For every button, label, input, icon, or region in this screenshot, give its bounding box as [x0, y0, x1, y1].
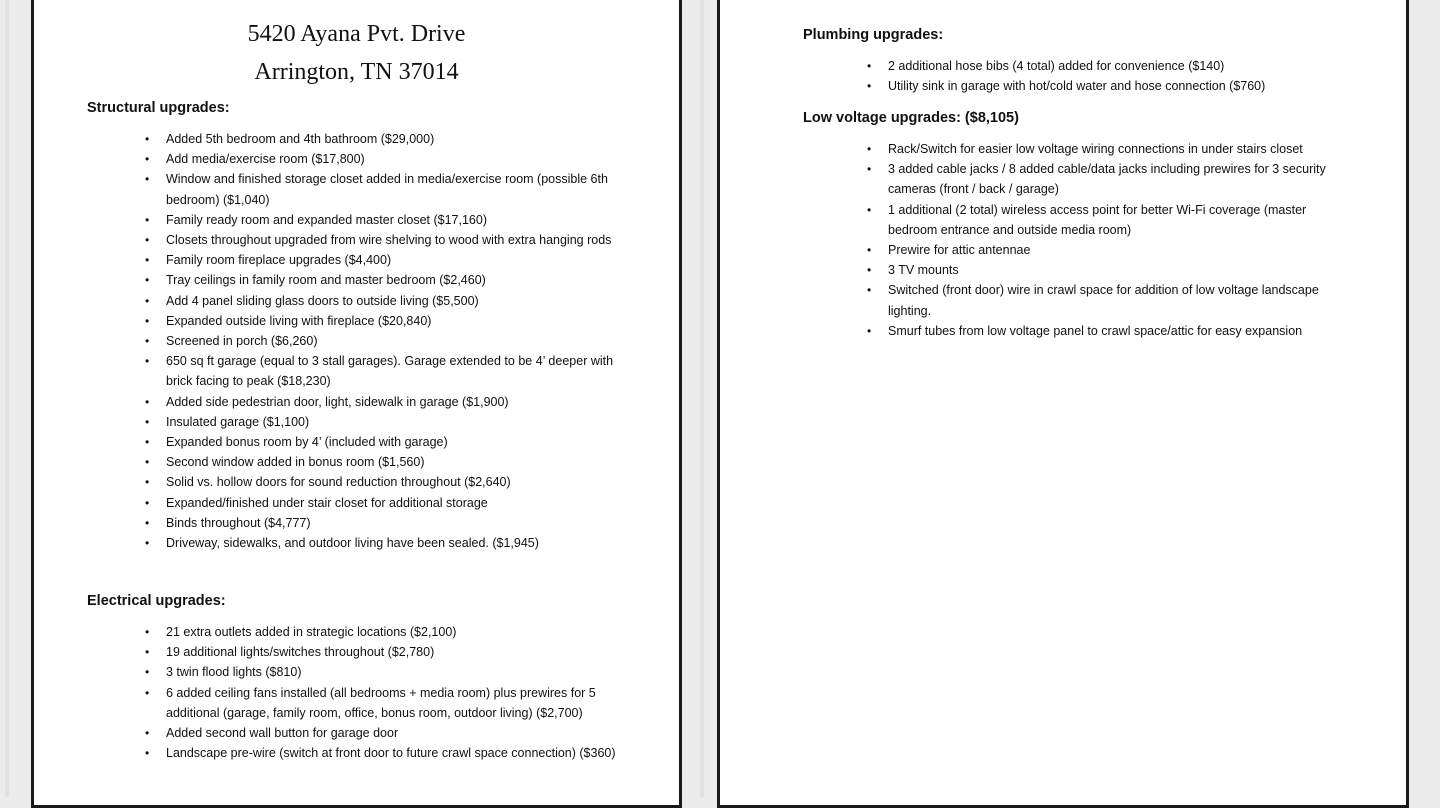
structural-upgrades-list: [144, 129, 614, 553]
list-item: [144, 743, 619, 763]
list-item: [866, 260, 1346, 280]
list-item: [866, 139, 1346, 159]
list-item-text: Screened in porch ($6,260): [166, 334, 318, 349]
list-item-text: 650 sq ft garage (equal to 3 stall garages). Garage extended to be 4’ deeper with brick facing to peak ($18,230): [166, 354, 614, 389]
bullet-icon: •: [867, 283, 872, 298]
bullet-icon: •: [145, 645, 150, 660]
list-item: [144, 642, 619, 662]
list-item-text: Binds throughout ($4,777): [166, 515, 311, 530]
address-line-1: 5420 Ayana Pvt. Drive: [247, 21, 466, 47]
bullet-icon: •: [145, 475, 150, 490]
bullet-icon: •: [145, 334, 150, 349]
list-item: [144, 472, 614, 492]
list-item-text: Utility sink in garage with hot/cold water and hose connection ($760): [888, 79, 1266, 94]
list-item: [144, 683, 619, 723]
electrical-upgrades-list: [144, 622, 619, 763]
list-item-text: Tray ceilings in family room and master bedroom ($2,460): [166, 273, 486, 288]
list-item-text: Add 4 panel sliding glass doors to outside living ($5,500): [166, 293, 479, 308]
bullet-icon: •: [145, 132, 150, 146]
bullet-icon: •: [867, 59, 872, 73]
list-item: [144, 622, 619, 642]
list-item: [144, 723, 619, 743]
list-item: [866, 200, 1346, 240]
list-item: [144, 210, 614, 230]
bullet-icon: •: [145, 354, 150, 369]
list-item: [144, 392, 614, 412]
list-item: [144, 432, 614, 452]
list-item-text: Added 5th bedroom and 4th bathroom ($29,000): [166, 132, 435, 146]
bullet-icon: •: [145, 233, 150, 248]
list-item: [144, 250, 614, 270]
viewer-gutter: [5, 0, 9, 797]
list-item: [866, 280, 1346, 320]
list-item-text: Solid vs. hollow doors for sound reduction throughout ($2,640): [166, 475, 511, 490]
bullet-icon: •: [145, 313, 150, 328]
list-item: [144, 533, 614, 553]
viewer-gutter: [700, 0, 704, 797]
list-item: [144, 412, 614, 432]
bullet-icon: •: [145, 515, 150, 530]
bullet-icon: •: [145, 394, 150, 409]
plumbing-upgrades-heading: Plumbing upgrades:: [803, 27, 944, 43]
list-item-text: 6 added ceiling fans installed (all bedrooms + media room) plus prewires for 5 additional (garage, family room, office, bonus room, outdoor living) ($2,700): [166, 685, 596, 720]
list-item: [144, 149, 614, 169]
document-page-2: [717, 0, 1409, 808]
list-item-text: Rack/Switch for easier low voltage wiring connections in under stairs closet: [888, 142, 1303, 156]
bullet-icon: •: [145, 152, 150, 167]
list-item: [866, 56, 1336, 76]
list-item: [144, 662, 619, 682]
list-item: [144, 452, 614, 472]
list-item-text: Smurf tubes from low voltage panel to crawl space/attic for easy expansion: [888, 323, 1303, 338]
list-item: [144, 331, 614, 351]
plumbing-upgrades-list: [866, 56, 1336, 96]
list-item: [144, 513, 614, 533]
bullet-icon: •: [867, 263, 872, 278]
bullet-icon: •: [145, 455, 150, 470]
list-item-text: 2 additional hose bibs (4 total) added for convenience ($140): [888, 59, 1225, 73]
list-item-text: Add media/exercise room ($17,800): [166, 152, 365, 167]
list-item-text: Closets throughout upgraded from wire shelving to wood with extra hanging rods: [166, 233, 612, 248]
list-item: [144, 169, 614, 209]
bullet-icon: •: [145, 172, 150, 187]
bullet-icon: •: [145, 273, 150, 288]
bullet-icon: •: [867, 79, 872, 94]
list-item-text: Added side pedestrian door, light, sidewalk in garage ($1,900): [166, 394, 509, 409]
list-item: [866, 76, 1336, 96]
list-item: [144, 493, 614, 513]
bullet-icon: •: [145, 293, 150, 308]
address-line-2: Arrington, TN 37014: [254, 59, 459, 85]
list-item-text: Window and finished storage closet added in media/exercise room (possible 6th bedroom) ($1,040): [166, 172, 608, 207]
list-item-text: Family ready room and expanded master closet ($17,160): [166, 212, 487, 227]
low-voltage-upgrades-heading: Low voltage upgrades: ($8,105): [803, 110, 1019, 126]
bullet-icon: •: [145, 625, 150, 639]
list-item-text: Expanded bonus room by 4’ (included with garage): [166, 435, 448, 450]
list-item: [144, 230, 614, 250]
structural-upgrades-heading: Structural upgrades:: [87, 100, 230, 116]
list-item-text: Landscape pre-wire (switch at front door to future crawl space connection) ($360): [166, 746, 616, 761]
bullet-icon: •: [145, 253, 150, 268]
list-item-text: Family room fireplace upgrades ($4,400): [166, 253, 392, 268]
electrical-upgrades-heading: Electrical upgrades:: [87, 593, 226, 609]
bullet-icon: •: [145, 685, 150, 700]
bullet-icon: •: [145, 212, 150, 227]
list-item: [866, 321, 1346, 341]
list-item-text: 3 twin flood lights ($810): [166, 665, 302, 680]
list-item: [144, 351, 614, 391]
list-item-text: Added second wall button for garage door: [166, 726, 399, 741]
low-voltage-upgrades-list: [866, 139, 1346, 341]
list-item-text: Expanded/finished under stair closet for additional storage: [166, 495, 488, 510]
list-item-text: Expanded outside living with fireplace ($20,840): [166, 313, 432, 328]
bullet-icon: •: [145, 726, 150, 741]
list-item: [866, 159, 1346, 199]
list-item-text: 21 extra outlets added in strategic locations ($2,100): [166, 625, 457, 639]
list-item-text: 3 TV mounts: [888, 263, 959, 278]
bullet-icon: •: [867, 243, 872, 258]
list-item-text: 19 additional lights/switches throughout ($2,780): [166, 645, 435, 660]
list-item-text: Insulated garage ($1,100): [166, 414, 310, 429]
list-item-text: Switched (front door) wire in crawl space for addition of low voltage landscape lighting.: [888, 283, 1319, 318]
bullet-icon: •: [145, 495, 150, 510]
bullet-icon: •: [867, 142, 872, 156]
bullet-icon: •: [145, 435, 150, 450]
list-item-text: Second window added in bonus room ($1,560): [166, 455, 425, 470]
bullet-icon: •: [145, 536, 150, 551]
bullet-icon: •: [145, 746, 150, 761]
list-item-text: Driveway, sidewalks, and outdoor living have been sealed. ($1,945): [166, 536, 539, 551]
bullet-icon: •: [867, 202, 872, 217]
document-page-1: [31, 0, 682, 808]
list-item-text: 3 added cable jacks / 8 added cable/data jacks including prewires for 3 security cameras (front / back / garage): [888, 162, 1326, 197]
bullet-icon: •: [867, 162, 872, 177]
list-item-text: 1 additional (2 total) wireless access point for better Wi-Fi coverage (master bedroom entrance and outside media room): [888, 202, 1307, 237]
list-item-text: Prewire for attic antennae: [888, 243, 1031, 258]
list-item: [144, 129, 614, 149]
bullet-icon: •: [867, 323, 872, 338]
list-item: [866, 240, 1346, 260]
list-item: [144, 291, 614, 311]
list-item: [144, 270, 614, 290]
bullet-icon: •: [145, 414, 150, 429]
bullet-icon: •: [145, 665, 150, 680]
list-item: [144, 311, 614, 331]
